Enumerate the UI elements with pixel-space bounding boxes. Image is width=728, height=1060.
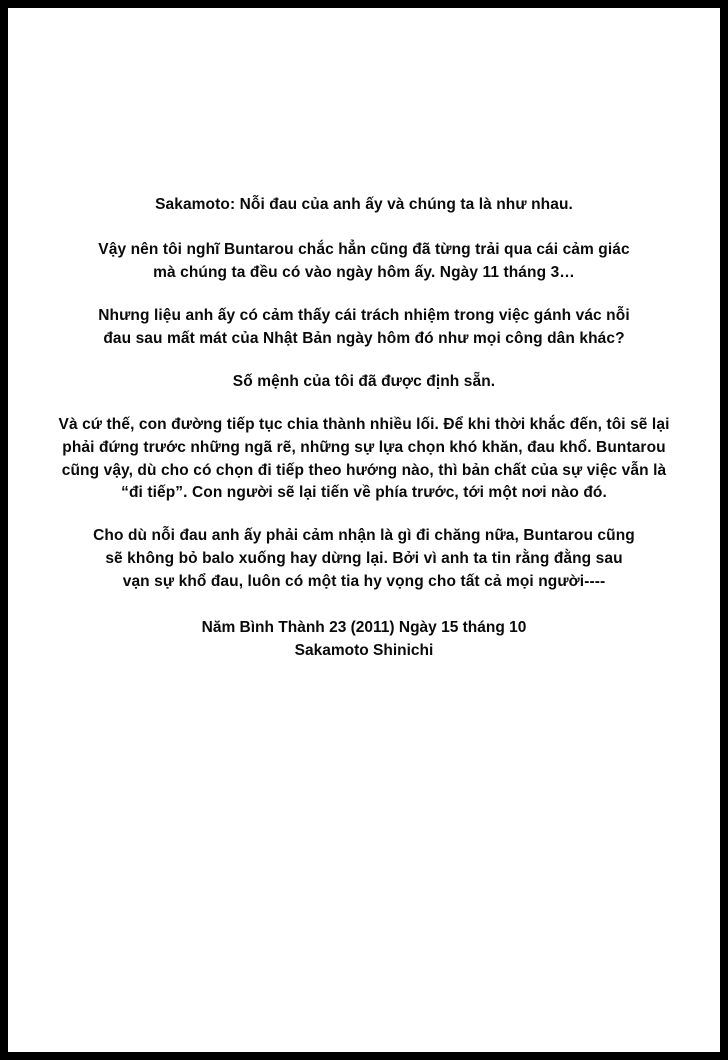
signature-block	[8, 616, 720, 663]
paragraph-hope: Cho dù nỗi đau anh ấy phải cảm nhận là gì đi chăng nữa, Buntarou cũng sẽ không bỏ balo xuống hay dừng lại. Bởi vì anh ta tin rằng đằng sau vạn sự khổ đau, luôn có một tia hy vọng cho tất cả mọi người----	[93, 527, 635, 591]
document-body	[8, 8, 720, 663]
paragraph-speaker-line: Sakamoto: Nỗi đau của anh ấy và chúng ta là như nhau.	[155, 196, 573, 213]
signature-date: Năm Bình Thành 23 (2011) Ngày 15 tháng 10	[201, 619, 527, 637]
paragraph-spacer	[8, 394, 720, 414]
paragraph-spacer	[8, 217, 720, 239]
paragraph-question: Nhưng liệu anh ấy có cảm thấy cái trách nhiệm trong việc gánh vác nỗi đau sau mất mát của Nhật Bản ngày hôm đó như mọi công dân khác?	[98, 306, 630, 347]
paragraph-road: Và cứ thế, con đường tiếp tục chia thành nhiều lối. Để khi thời khắc đến, tôi sẽ lại phải đứng trước những ngã rẽ, những sự lựa chọn khó khăn, đau khổ. Buntarou cũng vậy, dù cho có chọn đi tiếp theo hướng nào, thì bản chất của sự việc vẫn là “đi tiếp”. Con người sẽ lại tiến về phía trước, tới một nơi nào đó.	[58, 415, 670, 502]
paragraph-spacer	[8, 351, 720, 371]
paragraph-destiny: Số mệnh của tôi đã được định sẵn.	[232, 372, 496, 390]
document-page	[8, 8, 720, 1052]
paragraph-spacer	[8, 505, 720, 525]
paragraph-spacer	[8, 285, 720, 305]
paragraph-spacer	[8, 594, 720, 616]
signature-name: Sakamoto Shinichi	[294, 642, 434, 660]
paragraph-memory: Vậy nên tôi nghĩ Buntarou chắc hẳn cũng đã từng trải qua cái cảm giác mà chúng ta đều có vào ngày hôm ấy. Ngày 11 tháng 3…	[98, 240, 630, 281]
